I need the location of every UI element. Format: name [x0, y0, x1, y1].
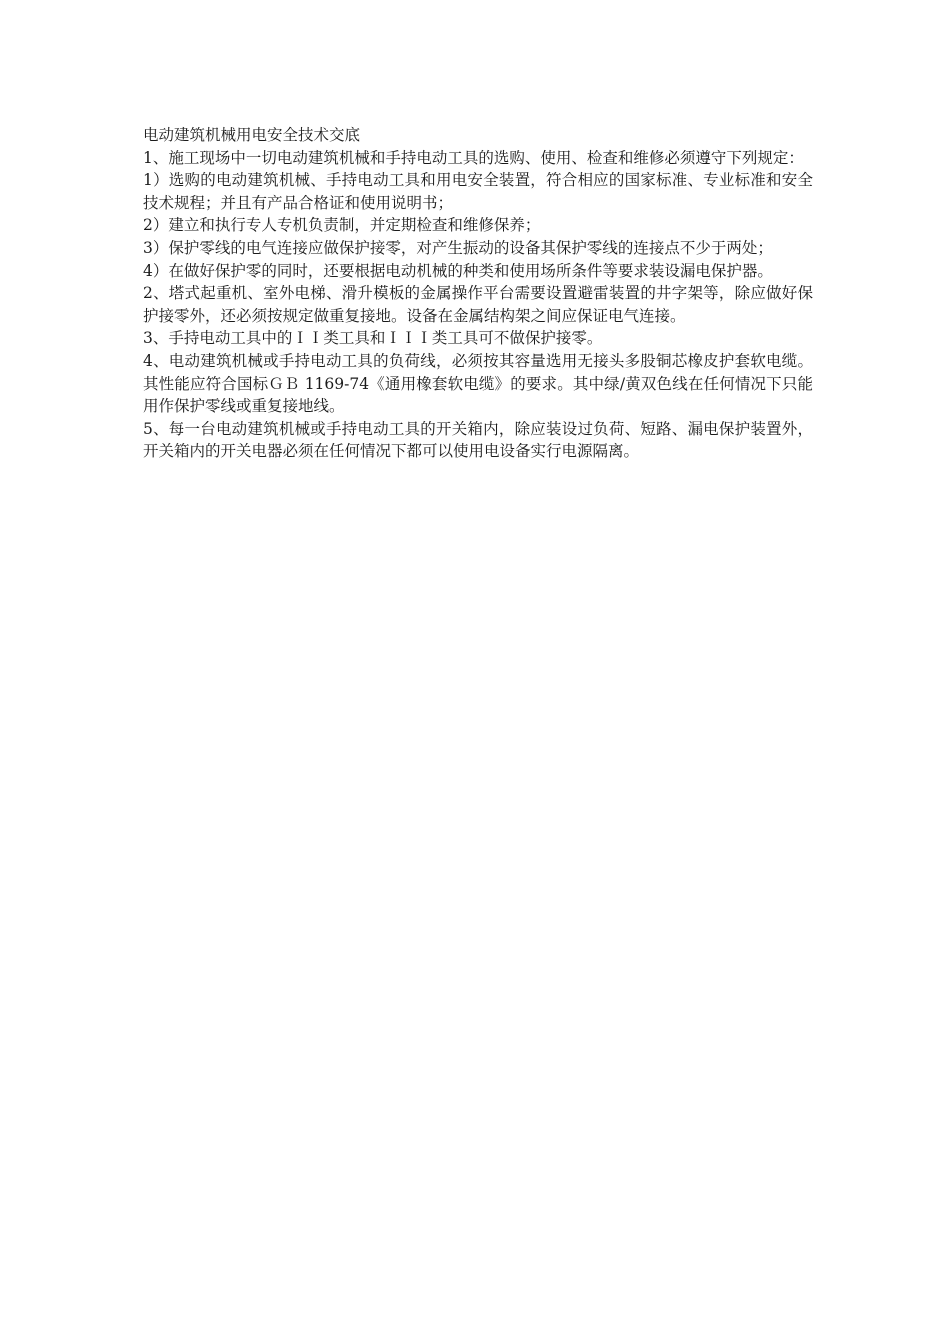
paragraph-item-2: 2、塔式起重机、室外电梯、滑升模板的金属操作平台需要设置避雷装置的井字架等，除应做好保护接零外，还必须按规定做重复接地。设备在金属结构架之间应保证电气连接。	[143, 284, 813, 325]
paragraph-item-5: 5、每一台电动建筑机械或手持电动工具的开关箱内，除应装设过负荷、短路、漏电保护装置外，开关箱内的开关电器必须在任何情况下都可以使用电设备实行电源隔离。	[143, 419, 813, 461]
document-body	[143, 124, 813, 463]
paragraph-item-3: 3、手持电动工具中的ＩＩ类工具和ＩＩＩ类工具可不做保护接零。	[143, 329, 603, 348]
paragraph-subitem-3: 3）保护零线的电气连接应做保护接零，对产生振动的设备其保护零线的连接点不少于两处；	[143, 238, 773, 257]
paragraph-subitem-4: 4）在做好保护零的同时，还要根据电动机械的种类和使用场所条件等要求装设漏电保护器。	[143, 261, 773, 280]
document-title: 电动建筑机械用电安全技术交底	[143, 126, 361, 144]
paragraph-subitem-2: 2）建立和执行专人专机负责制，并定期检查和维修保养；	[143, 216, 541, 235]
paragraph-subitem-1: 1）选购的电动建筑机械、手持电动工具和用电安全装置，符合相应的国家标准、专业标准和安全技术规程；并且有产品合格证和使用说明书；	[143, 171, 813, 212]
paragraph-item-1-general: 1、施工现场中一切电动建筑机械和手持电动工具的选购、使用、检查和维修必须遵守下列规定：	[143, 148, 804, 167]
paragraph-item-4: 4、电动建筑机械或手持电动工具的负荷线，必须按其容量选用无接头多股铜芯橡皮护套软电缆。其性能应符合国标ＧＢ 1169-74《通用橡套软电缆》的要求。其中绿/黄双色线在任何情况下只能用作保护零线或重复接地线。	[143, 351, 813, 416]
